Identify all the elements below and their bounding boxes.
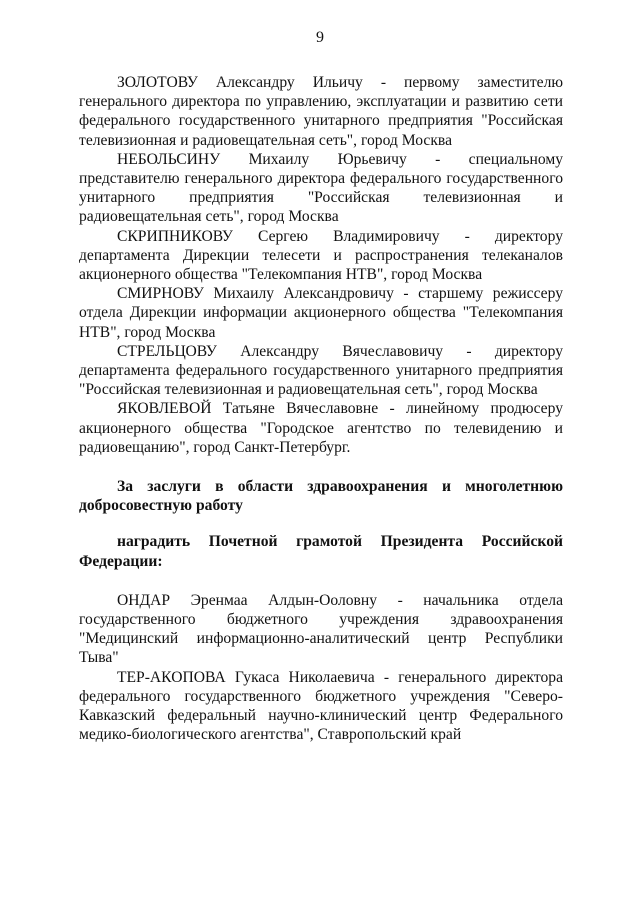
award-entry-streltsov: СТРЕЛЬЦОВУ Александру Вячеславовичу - директору департамента федерального государственного унитарного предприятия "Российская телевизионная и радиовещательная сеть", город Москва: [79, 342, 563, 399]
section-heading: За заслуги в области здравоохранения и многолетнюю добросовестную работу: [79, 478, 563, 515]
award-statement: наградить Почетной грамотой Президента Российской Федерации:: [79, 533, 563, 570]
award-entry-ter-akopov: ТЕР-АКОПОВА Гукаса Николаевича - генерального директора федерального государственного бюджетного учреждения "Северо-Кавказский федеральный научно-клинический центр Федерального медико-биологического агентства", Ставропольский край: [79, 668, 563, 744]
page-number: 9: [316, 29, 324, 46]
award-entry-zolotov: ЗОЛОТОВУ Александру Ильичу - первому заместителю генерального директора по управлению, эксплуатации и развитию сети федерального государственного унитарного предприятия "Российская телевизионная и радиовещательная сеть", город Москва: [79, 74, 563, 149]
document-body: [79, 73, 563, 745]
award-entry-skripnikov: СКРИПНИКОВУ Сергею Владимировичу - директору департамента Дирекции телесети и распространения телеканалов акционерного общества "Телекомпания НТВ", город Москва: [79, 227, 563, 284]
award-entry-smirnov: СМИРНОВУ Михаилу Александровичу - старшему режиссеру отдела Дирекции информации акционерного общества "Телекомпания НТВ", город Москва: [79, 285, 563, 341]
award-entry-nebolsin: НЕБОЛЬСИНУ Михаилу Юрьевичу - специальному представителю генерального директора федерального государственного унитарного предприятия "Российская телевизионная и радиовещательная сеть", город Москва: [79, 150, 563, 226]
award-entry-yakovleva: ЯКОВЛЕВОЙ Татьяне Вячеславовне - линейному продюсеру акционерного общества "Городское агентство по телевидению и радиовещанию", город Санкт-Петербург.: [79, 400, 563, 456]
award-entry-ondar: ОНДАР Эренмаа Алдын-Ооловну - начальника отдела государственного бюджетного учреждения здравоохранения "Медицинский информационно-аналитический центр Республики Тыва": [79, 591, 563, 667]
